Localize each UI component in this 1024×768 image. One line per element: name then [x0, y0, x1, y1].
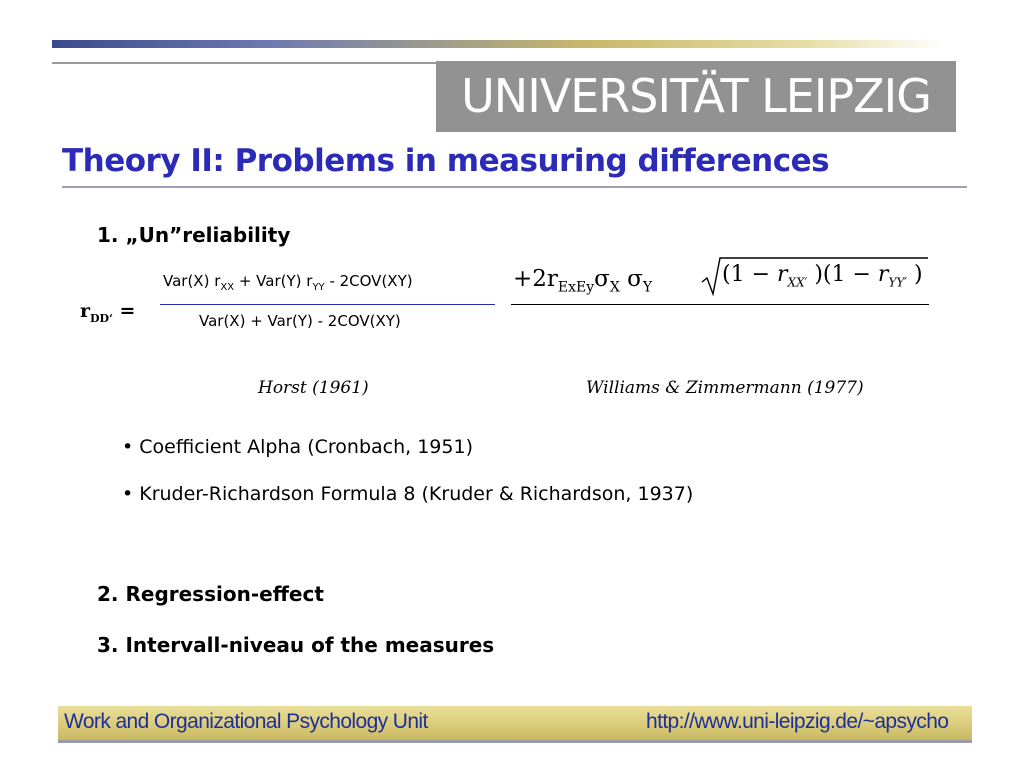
lhs-subscript: DD‘	[90, 311, 113, 325]
denominator: Var(X) + Var(Y) - 2COV(XY)	[199, 312, 401, 330]
university-logo: UNIVERSITÄT LEIPZIG	[436, 61, 956, 132]
num-left-part: + Var(Y) r	[234, 272, 313, 290]
sqrt-part: (1 −	[722, 262, 777, 287]
sqrt-part: )	[907, 262, 923, 287]
num-left-sub: YY	[312, 282, 325, 293]
footer-url-link[interactable]: http://www.uni-leipzig.de/~apsycho	[646, 710, 949, 733]
num-left-part: - 2COV(XY)	[324, 272, 413, 290]
slide-title: Theory II: Problems in measuring differences	[62, 143, 830, 179]
top-decorative-bar	[52, 40, 947, 48]
lhs-symbol: r	[80, 300, 91, 322]
section-heading-unreliability: 1. „Un”reliability	[97, 223, 291, 247]
sqrt-var: r	[777, 262, 788, 287]
num-left-part: Var(X) r	[163, 272, 221, 290]
citation-horst: Horst (1961)	[258, 378, 369, 398]
citation-williams-zimmermann: Williams & Zimmermann (1977)	[586, 378, 864, 398]
numerator-williams	[513, 266, 652, 296]
numerator-horst	[163, 272, 413, 293]
sqrt-content	[722, 262, 923, 289]
footer-unit-name: Work and Organizational Psychology Unit	[64, 710, 428, 733]
bullet-item: • Coefficient Alpha (Cronbach, 1951)	[122, 436, 473, 458]
section-heading-regression: 2. Regression-effect	[97, 582, 324, 606]
sqrt-var: r	[877, 262, 889, 287]
title-divider	[62, 186, 967, 188]
sqrt-part: )(1 −	[807, 262, 878, 287]
formula-lhs	[80, 300, 135, 325]
num-right-part: σ	[594, 266, 610, 292]
section-heading-intervall: 3. Intervall-niveau of the measures	[97, 633, 495, 657]
num-right-sub: Y	[642, 279, 653, 296]
top-divider	[52, 62, 437, 64]
num-right-sub: ExEy	[557, 279, 595, 296]
sqrt-sub: YY′	[888, 275, 908, 290]
num-right-part: +2r	[513, 266, 558, 292]
bullet-item: • Kruder-Richardson Formula 8 (Kruder & Richardson, 1937)	[122, 483, 694, 505]
footer-divider	[58, 740, 972, 743]
fraction-bar-left	[160, 304, 495, 305]
sqrt-sub: XX′	[787, 275, 808, 290]
lhs-equals: =	[112, 300, 136, 322]
num-right-part: σ	[619, 266, 643, 292]
num-left-sub: XX	[220, 282, 235, 293]
num-right-sub: X	[609, 279, 620, 296]
fraction-bar-right	[511, 304, 929, 305]
